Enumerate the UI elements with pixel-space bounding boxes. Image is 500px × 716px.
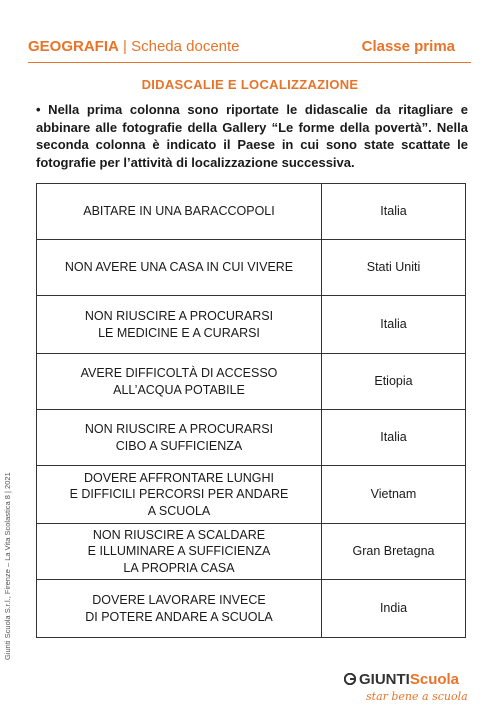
caption-line: LE MEDICINE E A CURARSI: [98, 325, 260, 340]
table-row: [37, 184, 466, 240]
caption-line: DOVERE LAVORARE INVECE: [92, 593, 266, 607]
logo-mark-icon: [344, 673, 356, 685]
caption-cell: [37, 524, 322, 580]
country-cell: Italia: [322, 184, 466, 240]
caption-cell: [37, 354, 322, 410]
header-left: [28, 38, 240, 55]
caption-line: NON RIUSCIRE A PROCURARSI: [84, 309, 274, 323]
header-separator: |: [123, 38, 127, 55]
class-label: Classe prima: [361, 38, 455, 55]
caption-line: ALL’ACQUA POTABILE: [113, 382, 245, 397]
caption-line: NON AVERE UNA CASA IN CUI VIVERE: [64, 260, 294, 275]
sheet-label: Scheda docente: [131, 38, 240, 55]
logo-brand-b: Scuola: [409, 671, 460, 688]
caption-cell: [37, 466, 322, 524]
header-divider: [28, 62, 471, 63]
caption-cell: [37, 240, 322, 296]
page-title: DIDASCALIE E LOCALIZZAZIONE: [141, 77, 359, 92]
logo-brand: [359, 671, 459, 688]
table-row: [37, 410, 466, 466]
country-cell: Stati Uniti: [322, 240, 466, 296]
table-row: [37, 296, 466, 354]
table-row: [37, 466, 466, 524]
intro-paragraph: • Nella prima colonna sono riportate le didascalie da ritagliare e abbinare alle fotografie della Gallery “Le forme della povertà”. Nella seconda colonna è indicato il Paese in cui sono state scattate le fotografie per l’attività di localizzazione successiva.: [36, 102, 468, 170]
country-cell: Gran Bretagna: [322, 524, 466, 580]
caption-line: E DIFFICILI PERCORSI PER ANDARE: [69, 487, 289, 502]
caption-line: LA PROPRIA CASA: [123, 560, 235, 575]
table-row: [37, 240, 466, 296]
country-cell: Etiopia: [322, 354, 466, 410]
captions-table-body: [37, 184, 466, 638]
caption-line: NON RIUSCIRE A SCALDARE: [92, 527, 266, 542]
subject-label: GEOGRAFIA: [28, 38, 119, 55]
logo-tagline: star bene a scuola: [366, 690, 468, 703]
table-row: [37, 354, 466, 410]
country-cell: India: [322, 580, 466, 638]
caption-line: DI POTERE ANDARE A SCUOLA: [85, 609, 273, 624]
caption-line: NON RIUSCIRE A PROCURARSI: [84, 422, 274, 436]
country-cell: Italia: [322, 410, 466, 466]
caption-cell: [37, 296, 322, 354]
caption-line: ABITARE IN UNA BARACCOPOLI: [83, 204, 275, 219]
caption-line: E ILLUMINARE A SUFFICIENZA: [87, 544, 271, 559]
country-cell: Vietnam: [322, 466, 466, 524]
caption-line: A SCUOLA: [147, 503, 211, 518]
caption-cell: [37, 580, 322, 638]
caption-line: DOVERE AFFRONTARE LUNGHI: [83, 470, 275, 485]
logo-brand-a: GIUNTI: [359, 671, 410, 688]
publisher-logo: [344, 671, 474, 711]
caption-line: CIBO A SUFFICIENZA: [115, 438, 243, 453]
table-row: [37, 580, 466, 638]
caption-line: AVERE DIFFICOLTÀ DI ACCESSO: [80, 366, 278, 380]
country-cell: Italia: [322, 296, 466, 354]
caption-cell: [37, 410, 322, 466]
captions-table: [36, 183, 466, 638]
page-header: [28, 38, 471, 58]
table-row: [37, 524, 466, 580]
caption-cell: [37, 184, 322, 240]
side-copyright-note: Giunti Scuola S.r.l., Firenze – La Vita Scolastica 8 | 2021: [3, 472, 12, 660]
